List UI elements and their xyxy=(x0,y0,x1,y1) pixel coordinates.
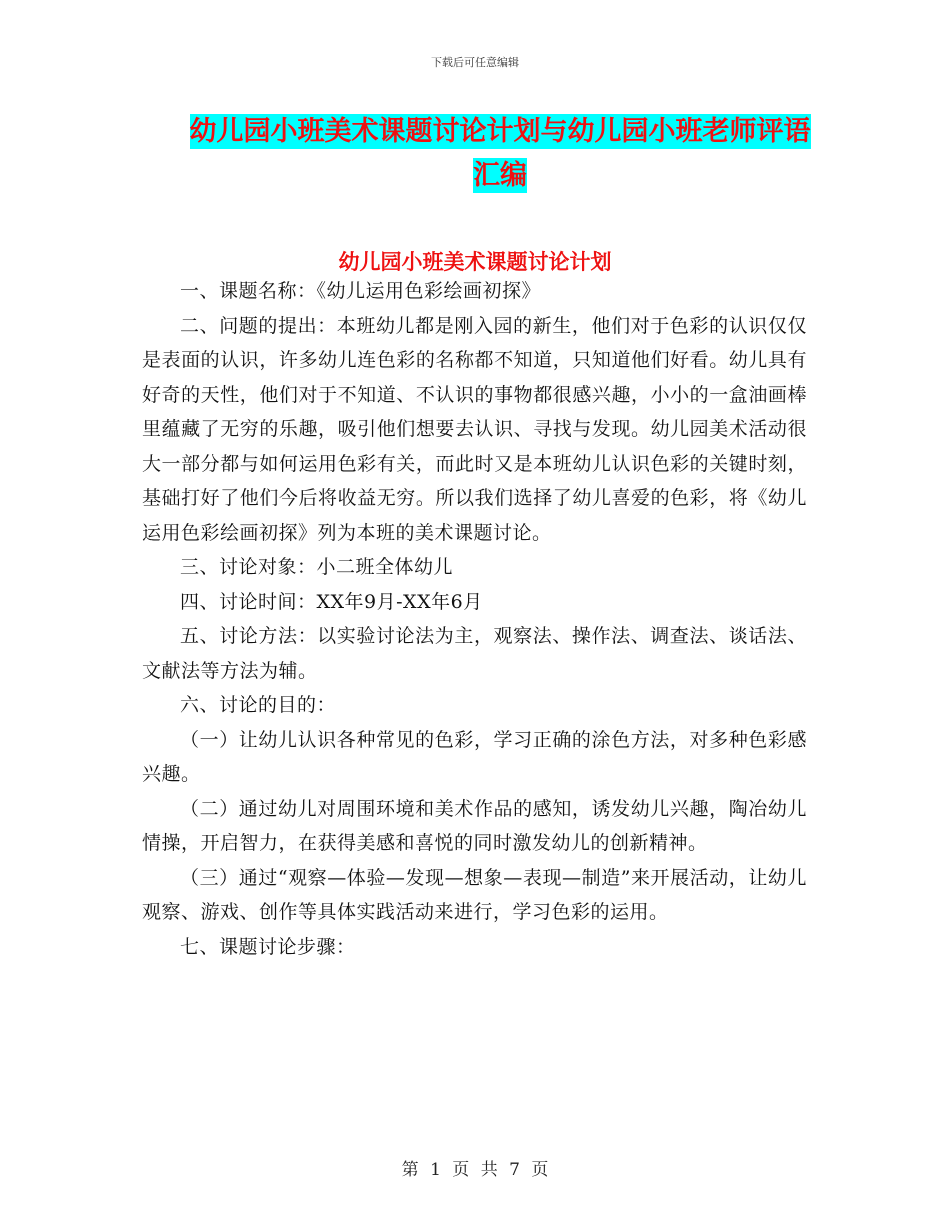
document-title-line-1: 幼儿园小班美术课题讨论计划与幼儿园小班老师评语 xyxy=(189,116,811,147)
paragraph-goal-1: （一）让幼儿认识各种常见的色彩，学习正确的涂色方法，对多种色彩感兴趣。 xyxy=(142,728,807,785)
paragraph-goal-2: （二）通过幼儿对周围环境和美术作品的感知，诱发幼儿兴趣，陶冶幼儿情操，开启智力，在获得美感和喜悦的同时激发幼儿的创新精神。 xyxy=(142,797,807,854)
paragraph-goal-3: （三）通过“观察—体验—发现—想象—表现—制造”来开展活动，让幼儿观察、游戏、创作等具体实践活动来进行，学习色彩的运用。 xyxy=(142,866,807,923)
paragraph-problem: 二、问题的提出：本班幼儿都是刚入园的新生，他们对于色彩的认识仅仅是表面的认识，许多幼儿连色彩的名称都不知道，只知道他们好看。幼儿具有好奇的天性，他们对于不知道、不认识的事物都很感兴趣，小小的一盒油画棒里蕴藏了无穷的乐趣，吸引他们想要去认识、寻找与发现。幼儿园美术活动很大一部分都与如何运用色彩有关，而此时又是本班幼儿认识色彩的关键时刻，基础打好了他们今后将收益无穷。所以我们选择了幼儿喜爱的色彩，将《幼儿运用色彩绘画初探》列为本班的美术课题讨论。 xyxy=(142,314,807,544)
paragraph-goals-heading: 六、讨论的目的： xyxy=(180,694,337,716)
paragraph-subjects: 三、讨论对象：小二班全体幼儿 xyxy=(180,556,454,578)
header-note: 下载后可任意编辑 xyxy=(431,56,519,69)
document-title-line-2: 汇编 xyxy=(473,160,527,191)
page-footer: 第 1 页 共 7 页 xyxy=(401,1160,549,1180)
paragraph-topic-name: 一、课题名称：《幼儿运用色彩绘画初探》 xyxy=(180,280,542,302)
section-title: 幼儿园小班美术课题讨论计划 xyxy=(338,250,612,274)
paragraph-methods: 五、讨论方法：以实验讨论法为主，观察法、操作法、调查法、谈话法、文献法等方法为辅。 xyxy=(142,625,807,682)
document-title xyxy=(140,110,860,198)
body-text xyxy=(142,274,807,964)
paragraph-time: 四、讨论时间：XX年9月-XX年6月 xyxy=(180,590,483,613)
paragraph-steps-heading: 七、课题讨论步骤： xyxy=(180,935,356,958)
